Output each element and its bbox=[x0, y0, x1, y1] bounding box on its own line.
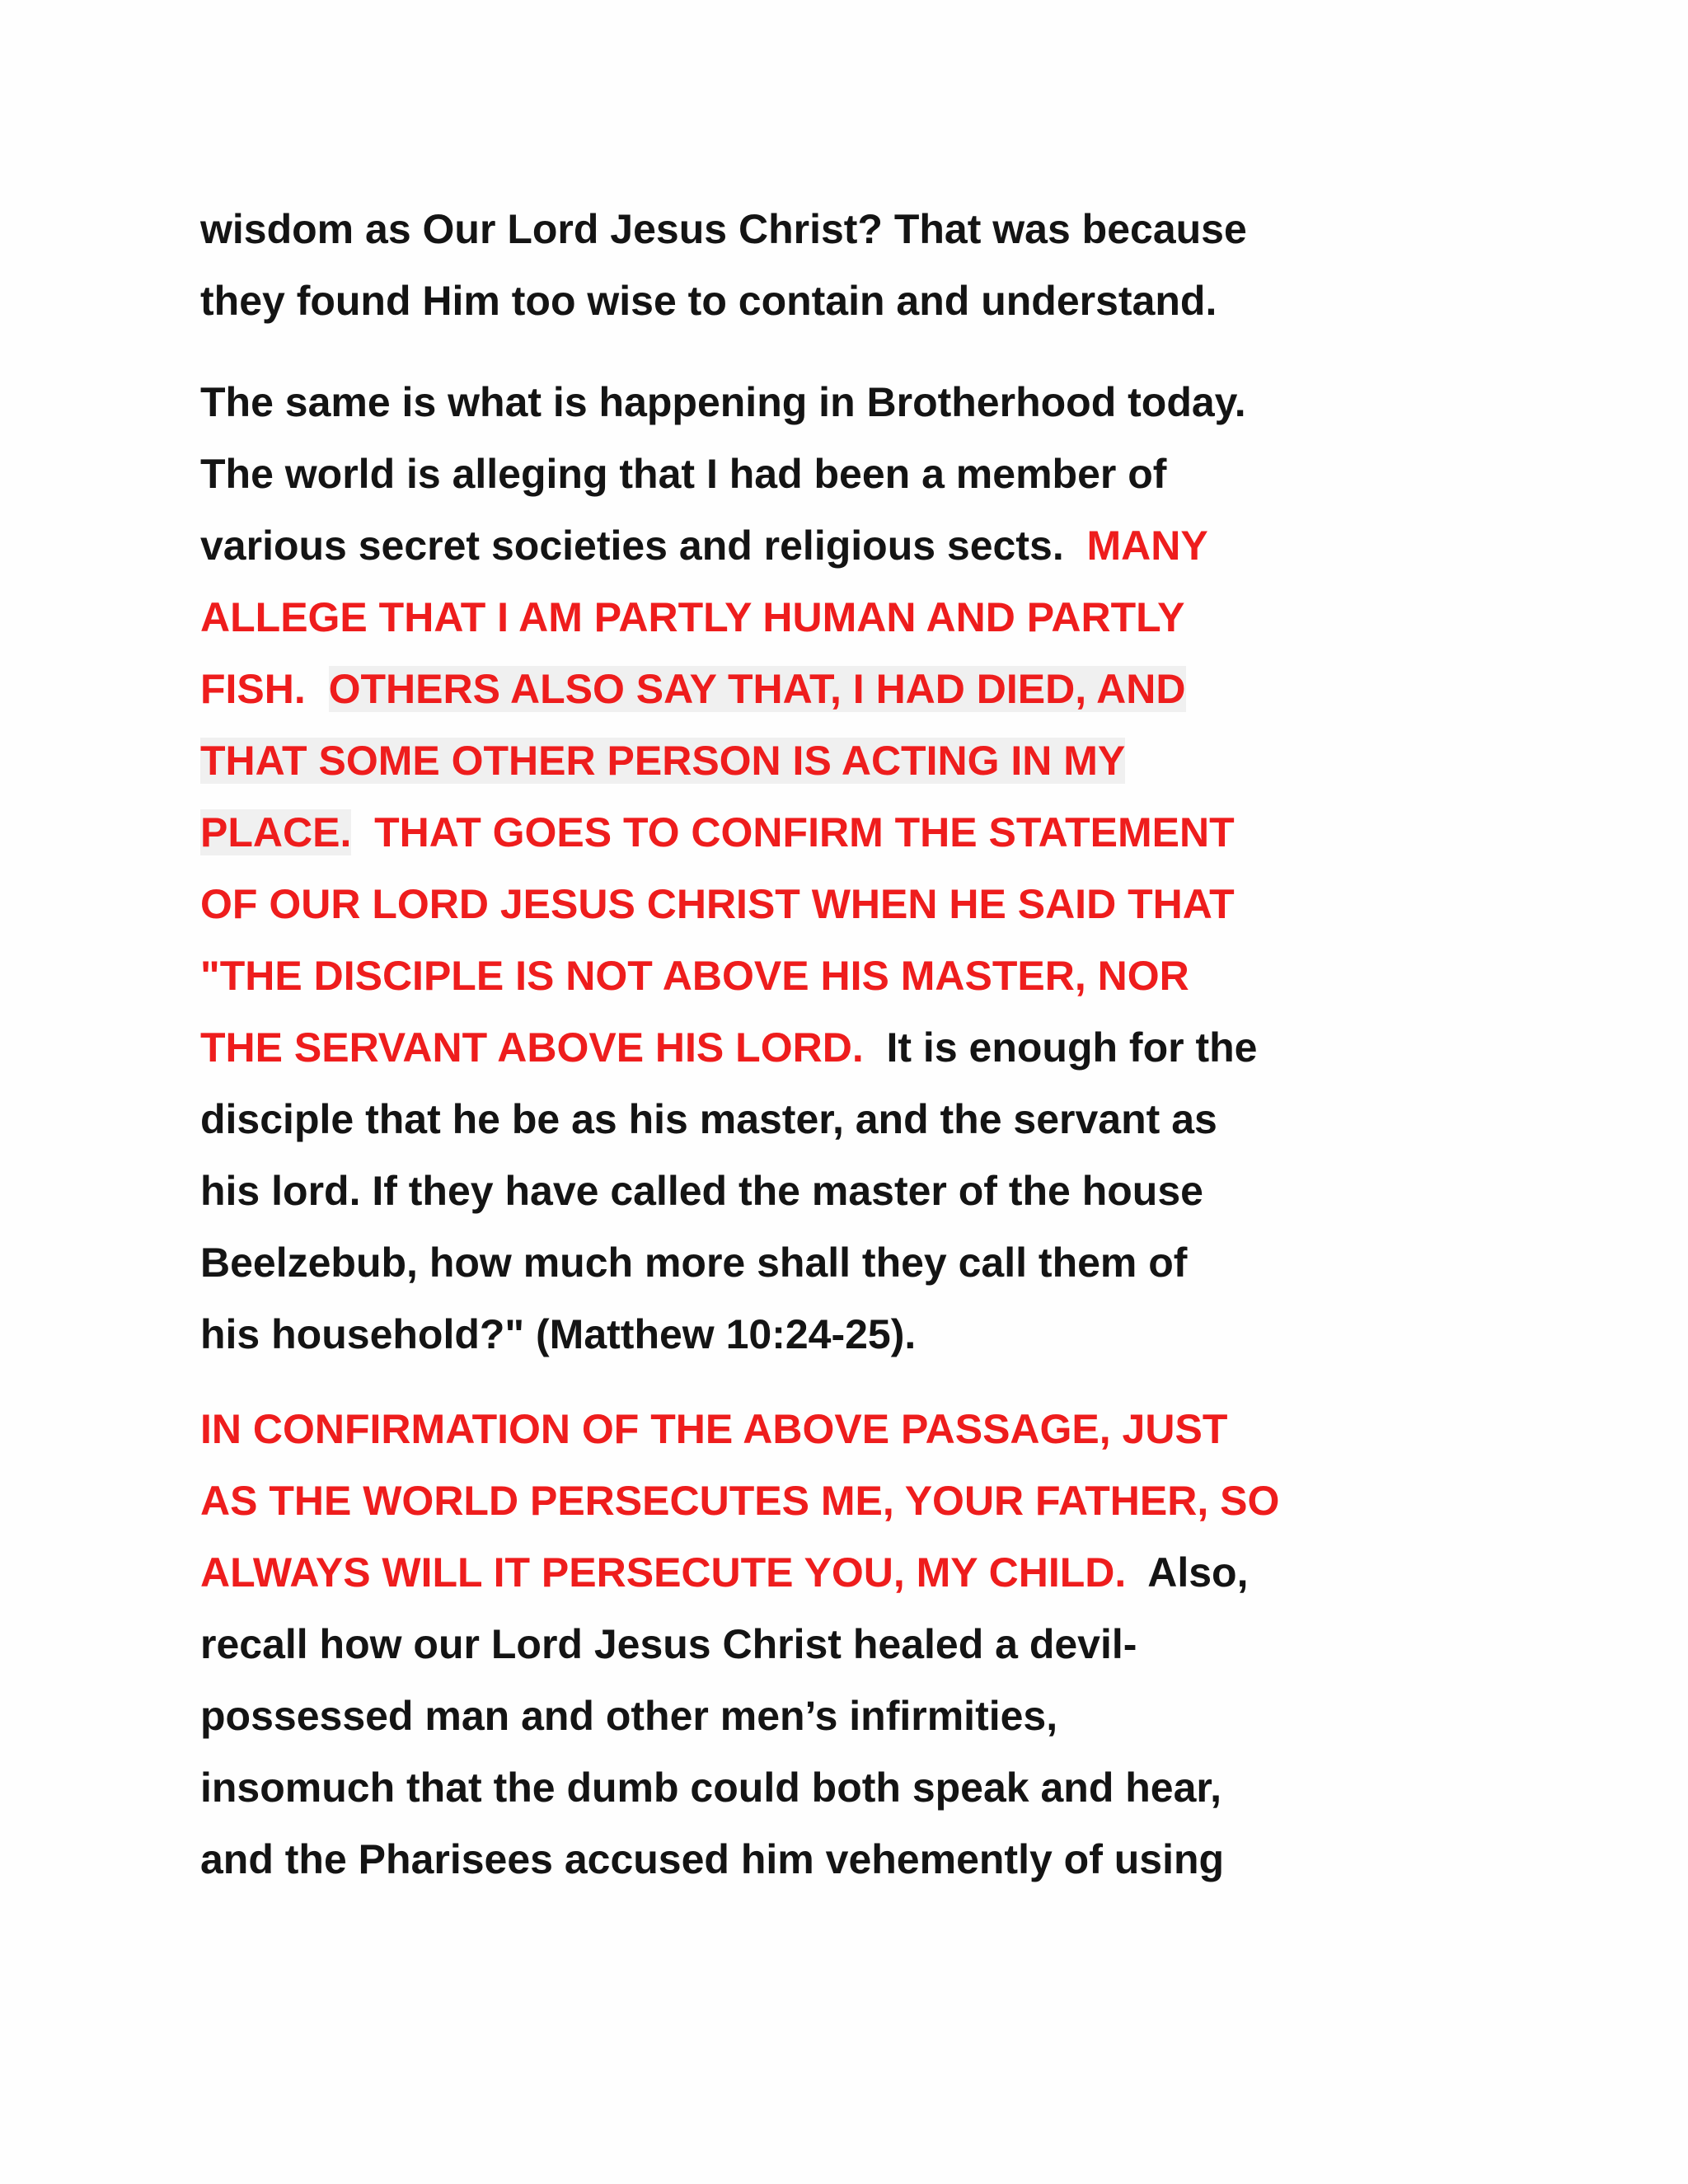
text-line bbox=[200, 194, 1536, 265]
emphasized-text: MANY bbox=[1086, 523, 1208, 569]
emphasized-text: IN CONFIRMATION OF THE ABOVE PASSAGE, JUST bbox=[200, 1406, 1228, 1452]
emphasized-text: FISH. bbox=[200, 666, 329, 712]
text-line bbox=[200, 265, 1536, 337]
text-line bbox=[200, 582, 1536, 654]
body-text: recall how our Lord Jesus Christ healed a devil- bbox=[200, 1621, 1137, 1667]
paragraph-3 bbox=[200, 1394, 1536, 1896]
text-line bbox=[200, 1394, 1536, 1465]
emphasized-text: THAT SOME OTHER PERSON IS ACTING IN MY bbox=[200, 738, 1126, 784]
text-line bbox=[200, 869, 1536, 940]
body-text: The world is alleging that I had been a member of bbox=[200, 451, 1167, 497]
text-line bbox=[200, 1680, 1536, 1752]
text-line bbox=[200, 438, 1536, 510]
text-line bbox=[200, 654, 1536, 725]
body-text: various secret societies and religious sects. bbox=[200, 523, 1087, 569]
body-text: disciple that he be as his master, and the servant as bbox=[200, 1096, 1217, 1142]
text-line bbox=[200, 1824, 1536, 1896]
body-text: his household?" (Matthew 10:24-25). bbox=[200, 1311, 917, 1357]
paragraph-2 bbox=[200, 367, 1536, 1371]
text-line bbox=[200, 1465, 1536, 1537]
emphasized-text: THAT GOES TO CONFIRM THE STATEMENT bbox=[351, 809, 1235, 855]
body-text: and the Pharisees accused him vehemently of using bbox=[200, 1836, 1225, 1882]
emphasized-text: OF OUR LORD JESUS CHRIST WHEN HE SAID THAT bbox=[200, 881, 1235, 927]
text-line bbox=[200, 1752, 1536, 1824]
text-line bbox=[200, 1227, 1536, 1299]
body-text: they found Him too wise to contain and understand. bbox=[200, 278, 1217, 324]
text-line bbox=[200, 940, 1536, 1012]
text-line bbox=[200, 1299, 1536, 1371]
body-text: The same is what is happening in Brotherhood today. bbox=[200, 379, 1246, 425]
text-line bbox=[200, 367, 1536, 438]
emphasized-text: ALWAYS WILL IT PERSECUTE YOU, MY CHILD. bbox=[200, 1549, 1127, 1596]
emphasized-text: AS THE WORLD PERSECUTES ME, YOUR FATHER, SO bbox=[200, 1478, 1280, 1524]
body-text: wisdom as Our Lord Jesus Christ? That was because bbox=[200, 206, 1247, 252]
emphasized-text: OTHERS ALSO SAY THAT, I HAD DIED, AND bbox=[328, 666, 1186, 712]
text-line bbox=[200, 510, 1536, 582]
body-text: Beelzebub, how much more shall they call them of bbox=[200, 1240, 1188, 1286]
text-line bbox=[200, 1084, 1536, 1155]
text-line bbox=[200, 1537, 1536, 1609]
text-line bbox=[200, 797, 1536, 869]
emphasized-text: "THE DISCIPLE IS NOT ABOVE HIS MASTER, NOR bbox=[200, 953, 1189, 999]
emphasized-text: THE SERVANT ABOVE HIS LORD. bbox=[200, 1024, 864, 1071]
paragraph-1 bbox=[200, 194, 1536, 337]
emphasized-text: PLACE. bbox=[200, 809, 352, 855]
text-line bbox=[200, 1155, 1536, 1227]
body-text: It is enough for the bbox=[863, 1024, 1258, 1071]
text-line bbox=[200, 725, 1536, 797]
body-text: possessed man and other men’s infirmities, bbox=[200, 1693, 1058, 1739]
text-line bbox=[200, 1609, 1536, 1680]
body-text: Also, bbox=[1126, 1549, 1249, 1596]
emphasized-text: ALLEGE THAT I AM PARTLY HUMAN AND PARTLY bbox=[200, 594, 1185, 640]
body-text: his lord. If they have called the master of the house bbox=[200, 1168, 1203, 1214]
text-line bbox=[200, 1012, 1536, 1084]
body-text: insomuch that the dumb could both speak and hear, bbox=[200, 1765, 1222, 1811]
